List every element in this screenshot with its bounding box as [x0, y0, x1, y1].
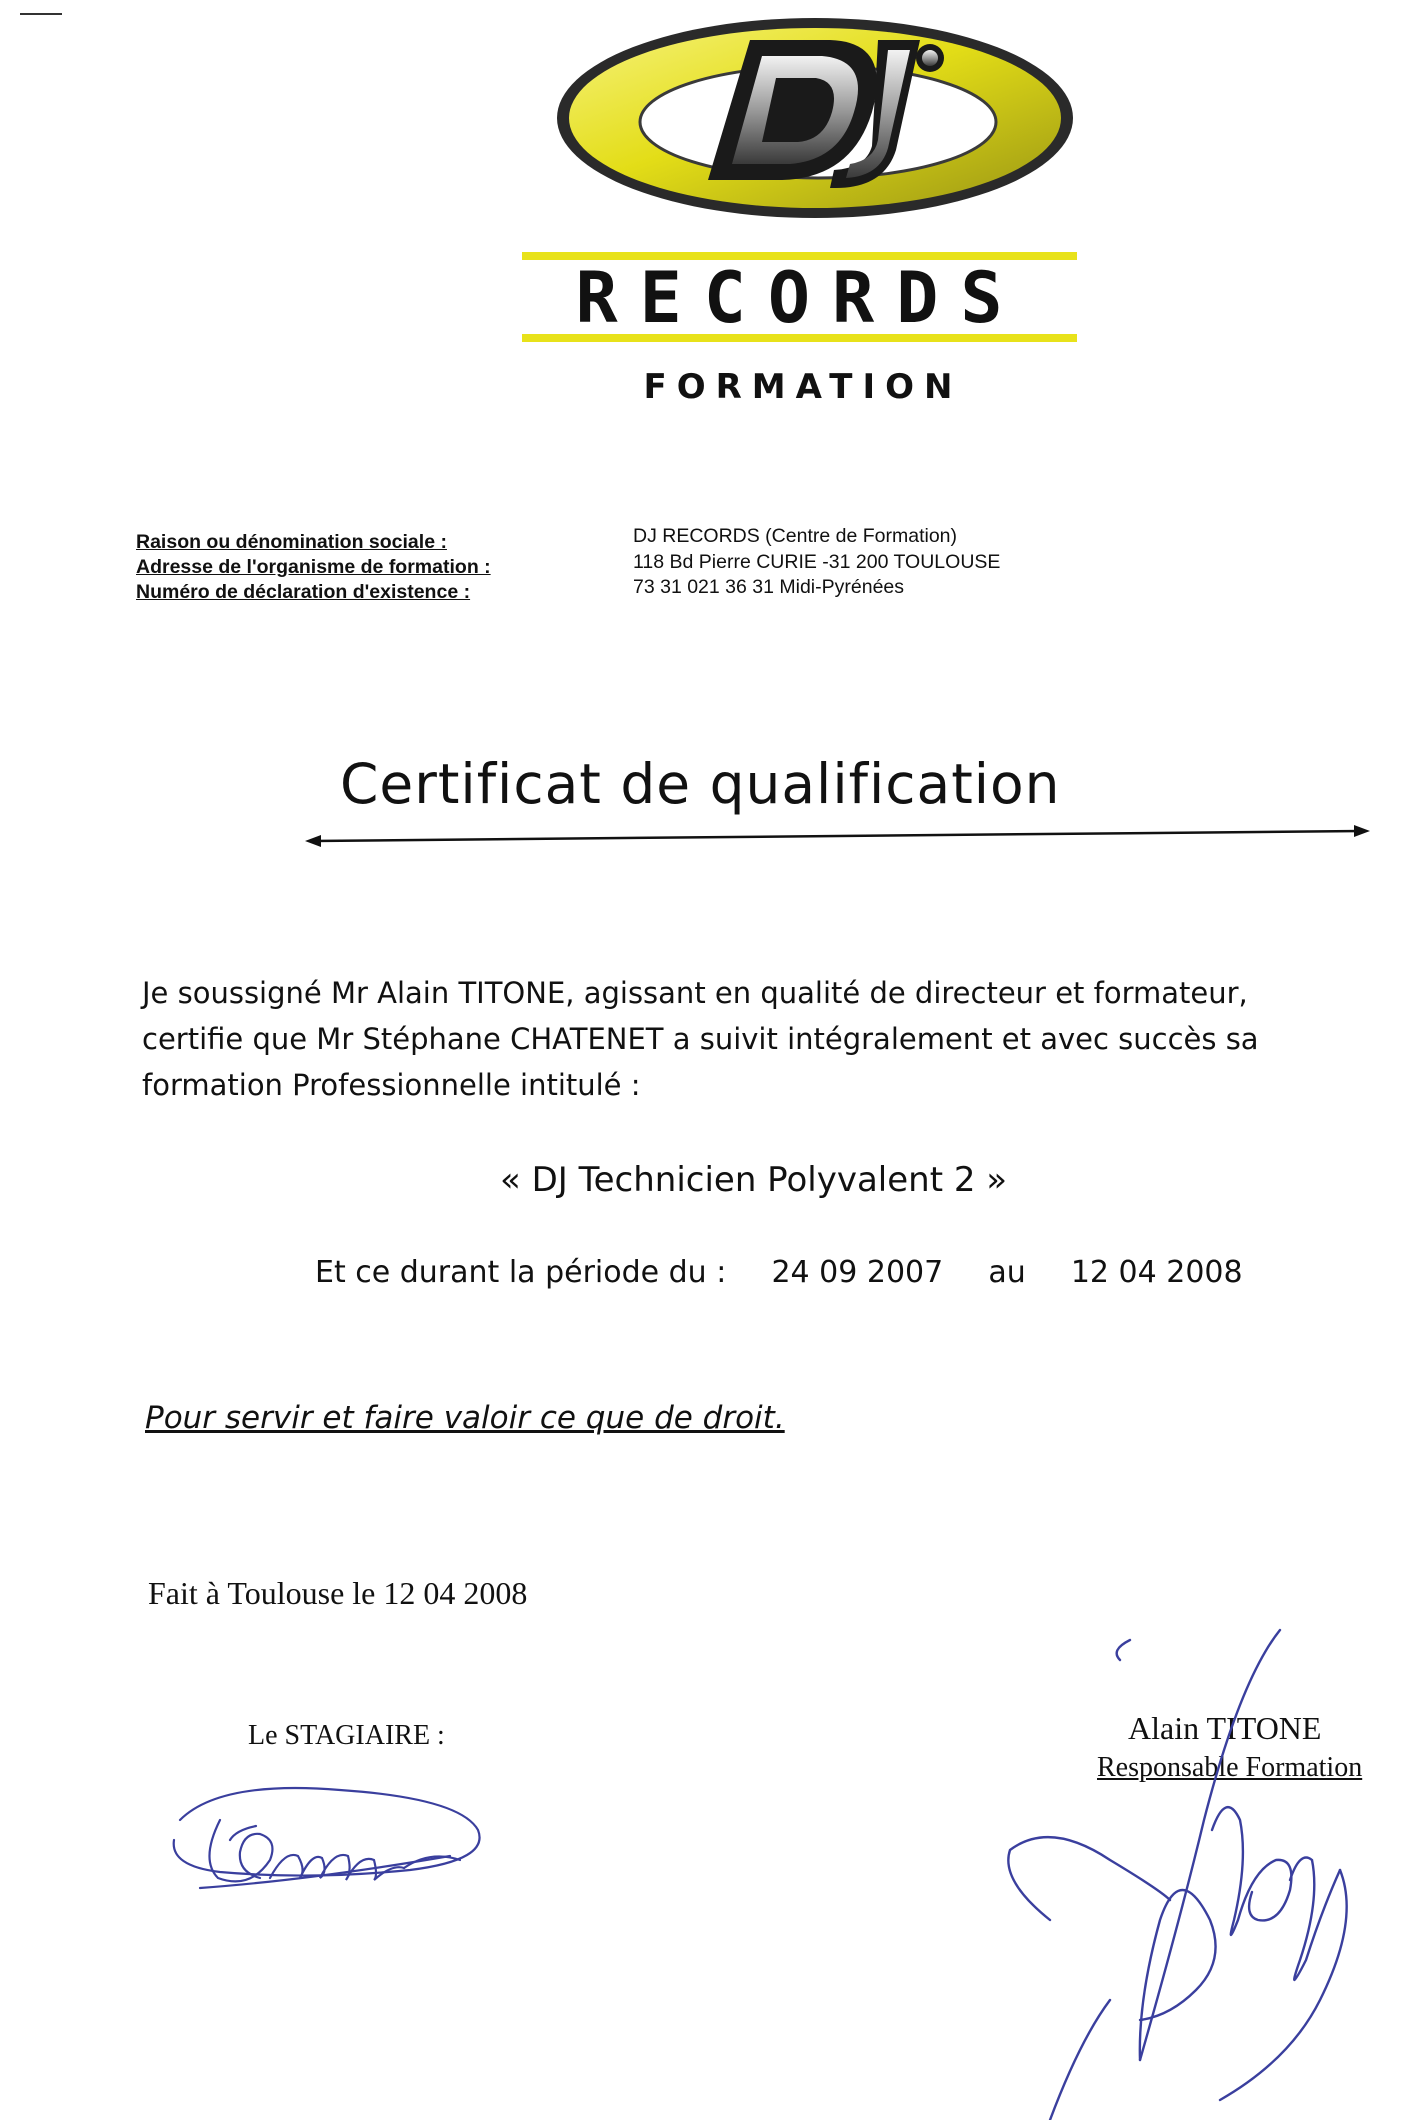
body-line-3: formation Professionnelle intitulé :	[142, 1068, 641, 1102]
org-value-address: 118 Bd Pierre CURIE -31 200 TOULOUSE	[633, 550, 1001, 573]
stagiaire-signature	[160, 1760, 500, 1910]
organization-labels	[136, 530, 596, 605]
dj-records-logo	[500, 0, 1120, 410]
period-word: au	[988, 1255, 1026, 1290]
signer-name: Alain TITONE	[1128, 1710, 1322, 1746]
org-value-name: DJ RECORDS (Centre de Formation)	[633, 525, 957, 547]
closing-statement: Pour servir et faire valoir ce que de droit.	[145, 1400, 785, 1436]
org-value-declaration: 73 31 021 36 31 Midi-Pyrénées	[633, 576, 905, 598]
certificate-title: Certificat de qualification	[340, 752, 1061, 816]
signer-role: Responsable Formation	[1097, 1752, 1363, 1783]
org-label-name: Raison ou dénomination sociale :	[136, 531, 447, 553]
organization-values	[633, 524, 1233, 601]
period-to: 12 04 2008	[1070, 1255, 1243, 1290]
stagiaire-label: Le STAGIAIRE :	[248, 1720, 445, 1751]
director-signature	[990, 1620, 1400, 2120]
scan-mark	[0, 10, 70, 40]
training-period	[315, 1255, 1315, 1290]
title-underline-arrow	[305, 818, 1370, 864]
period-label: Et ce durant la période du :	[315, 1255, 727, 1290]
svg-text:RECORDS: RECORDS	[575, 257, 1025, 339]
certificate-body	[142, 970, 1402, 1108]
body-line-2: certifie que Mr Stéphane CHATENET a suivit intégralement et avec succès sa	[142, 1022, 1259, 1056]
org-label-declaration: Numéro de déclaration d'existence :	[136, 581, 471, 603]
formation-title: « DJ Technicien Polyvalent 2 »	[500, 1160, 1008, 1200]
svg-text:FORMATION: FORMATION	[643, 367, 963, 407]
body-line-1: Je soussigné Mr Alain TITONE, agissant en qualité de directeur et formateur,	[142, 976, 1248, 1010]
org-label-address: Adresse de l'organisme de formation :	[136, 556, 491, 578]
place-date: Fait à Toulouse le 12 04 2008	[148, 1575, 528, 1611]
period-from: 24 09 2007	[771, 1255, 944, 1290]
